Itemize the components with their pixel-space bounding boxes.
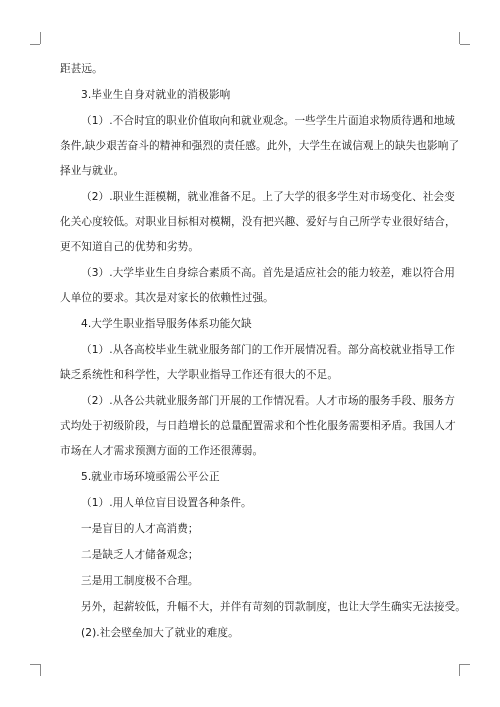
crop-mark-bottom-left-horizontal [30,664,40,665]
text-line: （1）.从各高校毕业生就业服务部门的工作开展情况看。部分高校就业指导工作 [81,344,455,356]
text-line: 4.大学生职业指导服务体系功能欠缺 [81,318,252,330]
section-heading [60,317,450,331]
text-line: 式均处于初级阶段，与日趋增长的总量配置需求和个性化服务需要相矛盾。我国人才 [60,420,456,432]
text-line: 人单位的要求。其次是对家长的依赖性过强。 [60,292,274,304]
text-line: 化关心度较低。对职业目标相对模糊，没有把兴趣、爱好与自己所学专业很好结合， [60,216,456,228]
paragraph [60,574,450,588]
text-line: 缺乏系统性和科学性，大学职业指导工作还有很大的不足。 [60,369,339,381]
section-heading [60,88,450,102]
text-line: 条件,缺少艰苦奋斗的精神和强烈的责任感。此外，大学生在诚信观上的缺失也影响了 [60,140,460,152]
paragraph [60,190,456,254]
text-line: 择业与就业。 [60,165,125,177]
paragraph [60,266,455,305]
text-line: 三是用工制度极不合理。 [81,575,199,587]
paragraph [60,548,450,562]
section-heading [60,470,450,484]
text-line: 3.毕业生自身对就业的消极影响 [81,89,231,101]
paragraph [60,522,450,536]
text-line: (2).社会壁垒加大了就业的难度。 [81,627,239,639]
paragraph [60,394,456,458]
text-line: 一是盲目的人才高消费； [81,523,199,535]
text-line: 5.就业市场环境亟需公平公正 [81,471,220,483]
crop-mark-bottom-right-vertical [459,664,460,676]
text-line: 更不知道自己的优势和劣势。 [60,241,200,253]
document-body [60,62,466,652]
crop-mark-top-left-vertical [40,32,41,44]
text-line: 二是缺乏人才储备观念； [81,549,199,561]
paragraph [60,343,455,382]
text-line: （3）.大学毕业生自身综合素质不高。首先是适应社会的能力较差，难以符合用 [81,267,455,279]
paragraph [60,626,450,640]
text-line: （2）.职业生涯模糊，就业准备不足。上了大学的很多学生对市场变化、社会变 [81,191,455,203]
text-line: 另外，起薪较低，升幅不大，并伴有苛刻的罚款制度，也让大学生确实无法接受。 [81,601,466,613]
text-line: 距甚远。 [60,63,103,75]
paragraph [60,114,460,178]
text-line: （1）.不合时宜的职业价值取向和就业观念。一些学生片面追求物质待遇和地域 [81,115,455,127]
text-line: （2）.从各公共就业服务部门开展的工作情况看。人才市场的服务手段、服务方 [81,395,455,407]
paragraph [60,62,450,76]
crop-mark-bottom-right-horizontal [460,664,470,665]
crop-mark-top-right-vertical [459,32,460,44]
crop-mark-top-right-horizontal [460,44,470,45]
paragraph [60,496,450,510]
crop-mark-bottom-left-vertical [40,664,41,676]
text-line: （1）.用人单位盲目设置各种条件。 [81,497,252,509]
crop-mark-top-left-horizontal [30,44,40,45]
paragraph [60,600,466,614]
text-line: 市场在人才需求预测方面的工作还很薄弱。 [60,445,264,457]
